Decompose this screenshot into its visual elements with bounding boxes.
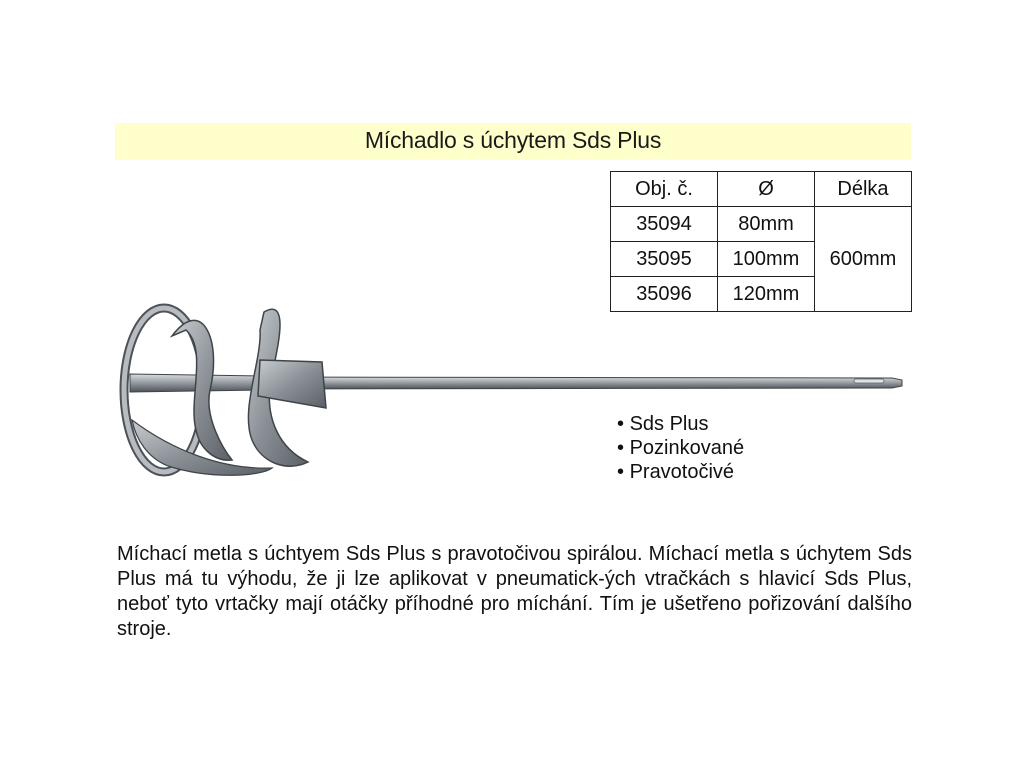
mixing-paddle-icon [112, 300, 912, 500]
feature-list [617, 412, 744, 484]
table-header-row [611, 172, 912, 207]
header-diameter: Ø [718, 172, 815, 207]
list-item: • Pravotočivé [617, 460, 744, 484]
header-code: Obj. č. [611, 172, 718, 207]
product-description: Míchací metla s úchtyem Sds Plus s pravotočivou spirálou. Míchací metla s úchytem Sds Plus má tu výhodu, že ji lze aplikovat v pneumatick-ých vtračkách s hlavicí Sds Plus, neboť tyto vrtačky mají otáčky příhodné pro míchání. Tím je ušetřeno pořizování dalšího stroje. [117, 543, 912, 640]
cell-diameter: 100mm [718, 242, 815, 277]
cell-length: 600mm [815, 207, 912, 312]
spec-table [610, 171, 912, 312]
cell-diameter: 80mm [718, 207, 815, 242]
list-item: • Pozinkované [617, 436, 744, 460]
cell-code: 35094 [611, 207, 718, 242]
product-title: Míchadlo s úchytem Sds Plus [364, 127, 662, 153]
title-banner [115, 123, 911, 160]
cell-code: 35095 [611, 242, 718, 277]
table-row [611, 207, 912, 242]
cell-code: 35096 [611, 277, 718, 312]
cell-diameter: 120mm [718, 277, 815, 312]
header-length: Délka [815, 172, 912, 207]
list-item: • Sds Plus [617, 412, 744, 436]
